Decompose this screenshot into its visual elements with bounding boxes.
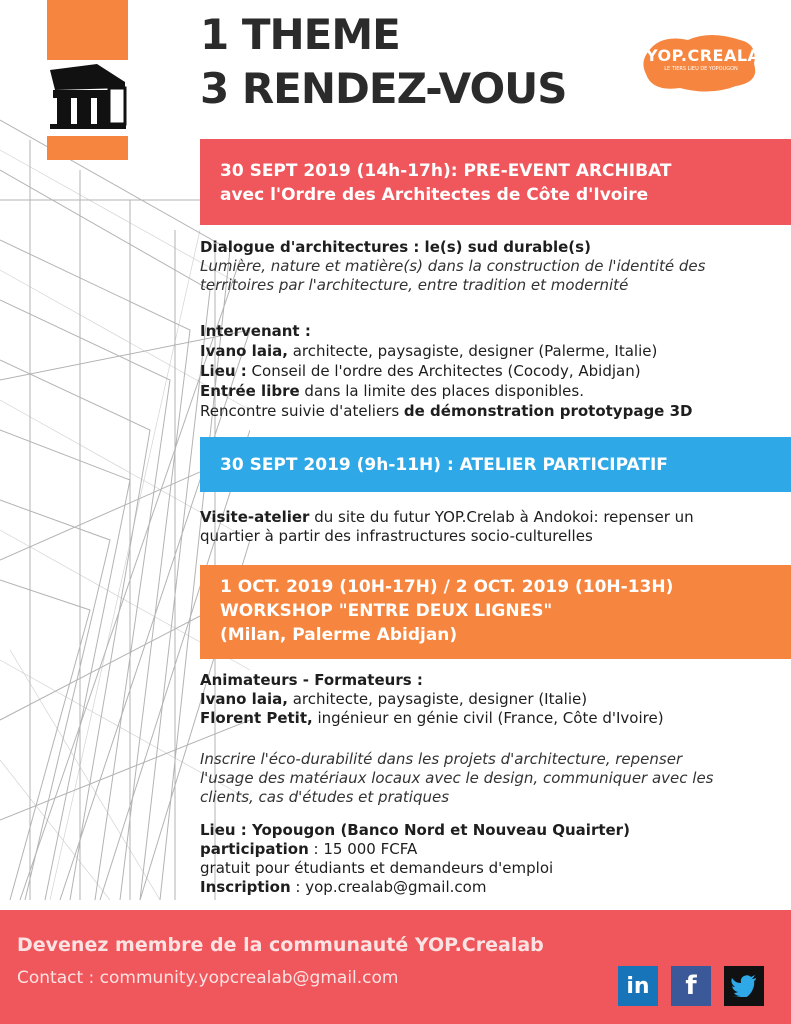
event1-rencontre xyxy=(200,402,692,421)
building-icon xyxy=(47,60,128,136)
anim2-name: Florent Petit, xyxy=(200,709,313,727)
participation-label: participation xyxy=(200,840,309,858)
event2-date: 30 SEPT 2019 (9h-11H) : ATELIER PARTICIPATIF xyxy=(220,455,668,475)
yop-crealab-logo xyxy=(640,30,774,96)
linkedin-label: in xyxy=(626,973,650,999)
rencontre-bold: de démonstration prototypage 3D xyxy=(403,402,693,420)
event3-desc-1: Inscrire l'éco-durabilité dans les projets d'architecture, repenser xyxy=(200,750,683,768)
inscription-value: : yop.crealab@gmail.com xyxy=(290,878,487,896)
event3-gratuit: gratuit pour étudiants et demandeurs d'emploi xyxy=(200,859,554,877)
event1-partner: avec l'Ordre des Architectes de Côte d'Ivoire xyxy=(220,185,649,205)
event1-heading: Dialogue d'architectures : le(s) sud durable(s) xyxy=(200,238,591,256)
event3-cities: (Milan, Palerme Abidjan) xyxy=(220,625,458,645)
event1-lieu xyxy=(200,362,641,381)
lieu-value: Conseil de l'ordre des Architectes (Cocody, Abidjan) xyxy=(246,362,641,380)
event3-animateur-2 xyxy=(200,709,664,728)
participation-value: : 15 000 FCFA xyxy=(308,840,418,858)
event3-desc-2: l'usage des matériaux locaux avec le design, communiquer avec les xyxy=(200,769,714,787)
event1-speaker xyxy=(200,342,657,361)
footer-membership: Devenez membre de la communauté YOP.Crealab xyxy=(17,934,544,956)
event3-lieu: Lieu : Yopougon (Banco Nord et Nouveau Quairter) xyxy=(200,821,630,839)
anim1-name: Ivano laia, xyxy=(200,690,288,708)
event3-desc-3: clients, cas d'études et pratiques xyxy=(200,788,450,806)
visite-text: du site du futur YOP.Crelab à Andokoi: repenser un xyxy=(309,508,694,526)
logo-tagline: LE TIERS LIEU DE YOPOUGON xyxy=(664,66,738,72)
event3-inscription xyxy=(200,878,486,897)
speaker-name: Ivano laia, xyxy=(200,342,288,360)
entree-label: Entrée libre xyxy=(200,382,300,400)
event3-participation xyxy=(200,840,417,859)
rencontre-text: Rencontre suivie d'ateliers xyxy=(200,402,404,420)
orange-accent-bar-bottom xyxy=(47,136,128,160)
twitter-icon[interactable] xyxy=(724,966,764,1006)
event3-animateur-1 xyxy=(200,690,587,709)
event2-visite-2: quartier à partir des infrastructures socio-culturelles xyxy=(200,527,593,545)
linkedin-icon[interactable] xyxy=(618,966,658,1006)
inscription-label: Inscription xyxy=(200,878,291,896)
anim2-desc: ingénieur en génie civil (France, Côte d'Ivoire) xyxy=(312,709,664,727)
facebook-icon[interactable] xyxy=(671,966,711,1006)
event3-workshop: WORKSHOP "ENTRE DEUX LIGNES" xyxy=(220,601,553,621)
event3-animateurs-label: Animateurs - Formateurs : xyxy=(200,671,423,689)
visite-label: Visite-atelier xyxy=(200,508,310,526)
event1-banner xyxy=(200,139,791,225)
event3-banner xyxy=(200,565,791,659)
twitter-bird-glyph xyxy=(731,975,757,997)
event1-entree xyxy=(200,382,584,401)
event2-visite xyxy=(200,508,694,527)
event3-dates: 1 OCT. 2019 (10H-17H) / 2 OCT. 2019 (10H-13H) xyxy=(220,577,674,597)
event2-banner xyxy=(200,437,791,492)
event1-date: 30 SEPT 2019 (14h-17h): PRE-EVENT ARCHIBAT xyxy=(220,161,672,181)
speaker-desc: architecte, paysagiste, designer (Palerme, Italie) xyxy=(287,342,658,360)
footer-contact: Contact : community.yopcrealab@gmail.com xyxy=(17,968,399,988)
title-line-1: 1 THEME xyxy=(200,10,400,59)
event1-subtitle-2: territoires par l'architecture, entre tradition et modernité xyxy=(200,276,629,294)
anim1-desc: architecte, paysagiste, designer (Italie) xyxy=(287,690,588,708)
title-line-2: 3 RENDEZ-VOUS xyxy=(200,64,567,113)
event1-intervenant-label: Intervenant : xyxy=(200,322,311,340)
logo-text: YOP.CREALAB xyxy=(646,46,774,65)
facebook-label: f xyxy=(685,971,697,1001)
lieu-label: Lieu : xyxy=(200,362,247,380)
building-logo xyxy=(47,60,128,136)
entree-value: dans la limite des places disponibles. xyxy=(299,382,584,400)
event1-subtitle-1: Lumière, nature et matière(s) dans la construction de l'identité des xyxy=(200,257,706,275)
orange-accent-bar-top xyxy=(47,0,128,60)
